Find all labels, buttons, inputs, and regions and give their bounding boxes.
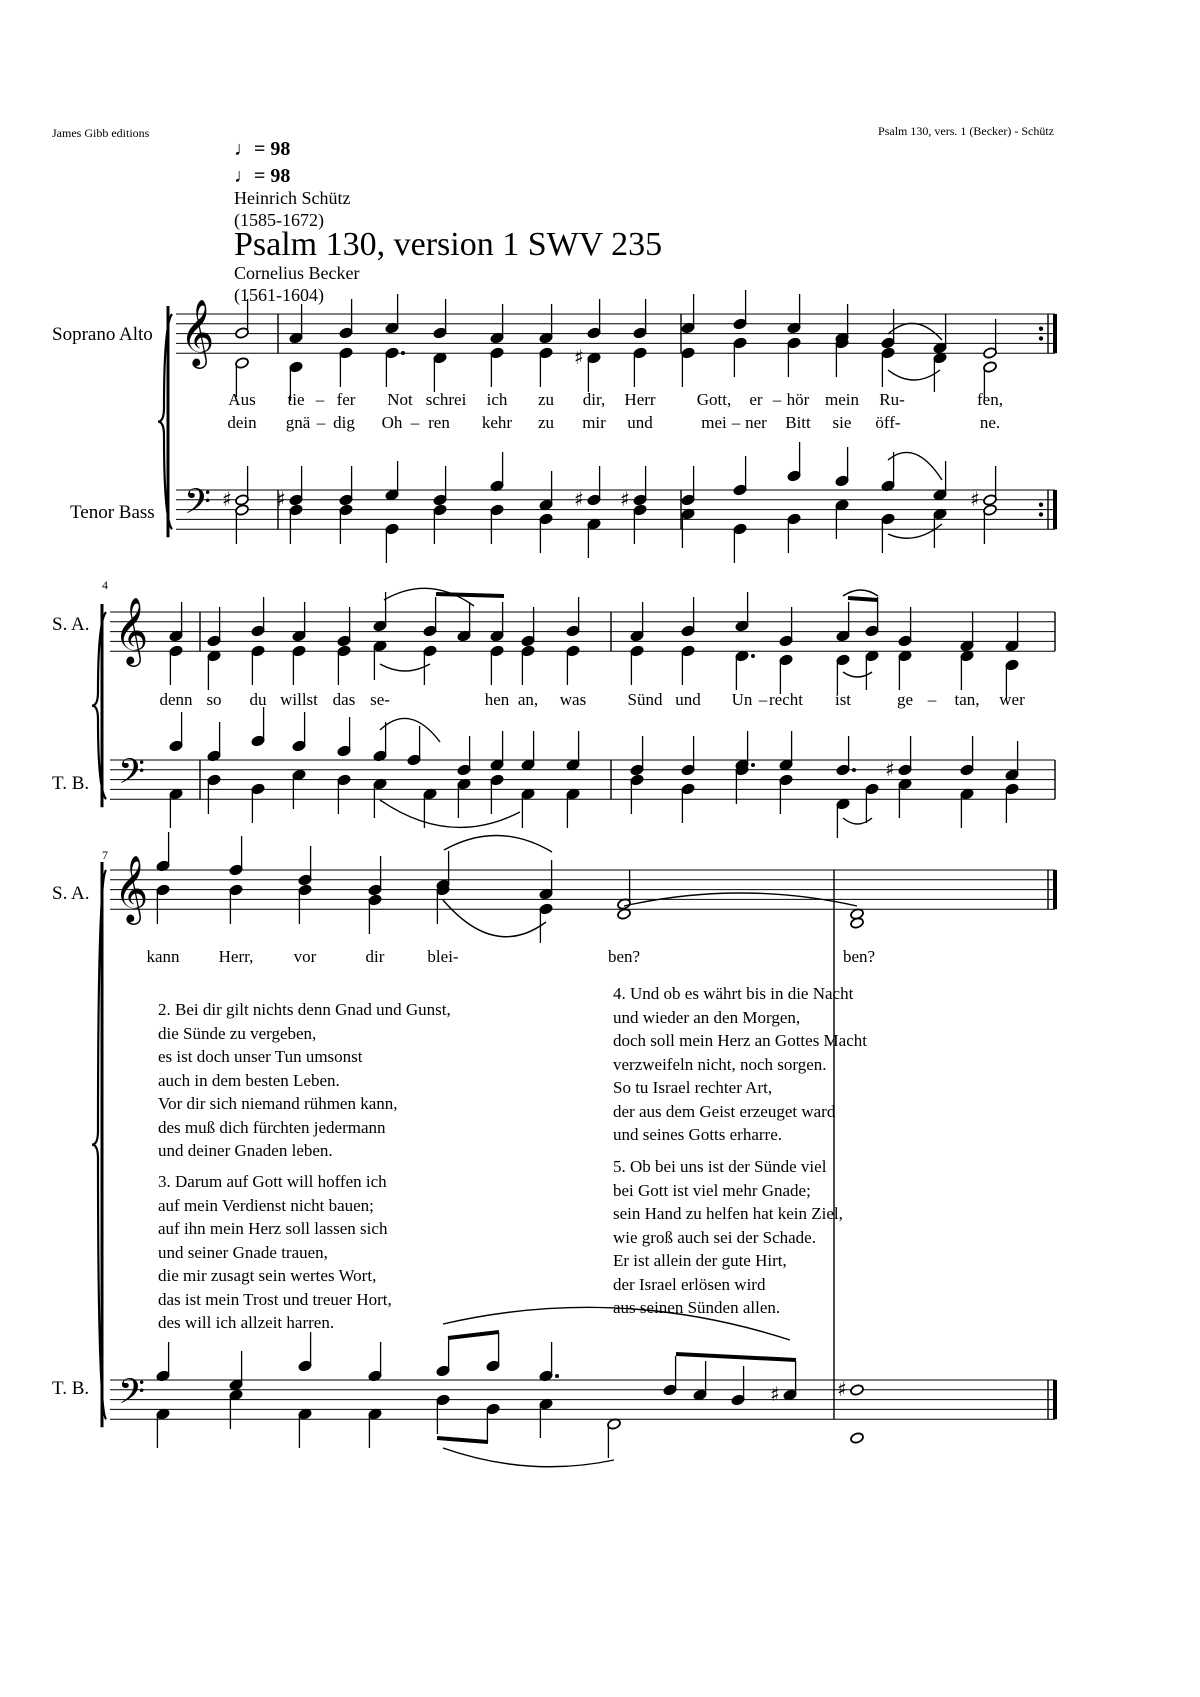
slur [843,672,872,677]
lyric-syllable: so [206,690,222,709]
lyric-syllable: Gott, [696,390,732,409]
slur [380,718,440,742]
page-title: Psalm 130, version 1 SWV 235 [234,226,663,263]
treble-clef-icon: 𝄞 [114,854,149,922]
lyric-hyphen: – [927,690,937,709]
lyric-syllable: du [249,690,267,709]
lyric-syllable: fer [336,390,356,409]
lyric-syllable: dir [365,947,385,966]
lyric-syllable: vor [293,947,317,966]
composer-dates: (1585-1672) [234,210,324,230]
lyric-syllable: schrei [425,390,467,409]
slur [888,370,940,380]
slur [380,800,520,827]
lyric-syllable: mei [701,413,727,432]
whole-note [850,1432,865,1444]
repeat-dot [1039,512,1043,516]
lyric-syllable: hör [786,390,810,409]
poet-name: Cornelius Becker [234,263,360,283]
lyric-syllable: zu [537,413,555,432]
lyric-syllable: denn [159,690,193,709]
lyric-syllable: Aus [228,390,256,409]
beam [436,594,504,596]
lyric-syllable: kehr [481,413,513,432]
repeat-dot [1039,327,1043,331]
beam [437,1438,488,1442]
beam [448,1332,499,1338]
augmentation-dot [555,1374,559,1378]
sharp-icon: ♯ [885,757,895,781]
instrument-label-tb-short: T. B. [52,1378,90,1399]
measure-number: 4 [102,578,108,592]
running-title-header: Psalm 130, vers. 1 (Becker) - Schütz [878,124,1054,138]
lyric-hyphen: – [758,690,768,709]
lyric-hyphen: – [315,390,325,409]
lyric-syllable: Herr [624,390,656,409]
quarter-note-icon: ♩ [234,165,254,187]
instrument-label-sa-short: S. A. [52,614,90,635]
bass-clef-icon: 𝄢 [118,751,146,800]
lyric-syllable: fen, [977,390,1003,409]
instrument-label-tb-short: T. B. [52,773,90,794]
lyric-syllable: recht [769,690,803,709]
poet-dates: (1561-1604) [234,285,324,305]
measure-number: 7 [102,848,108,862]
beam [848,598,878,600]
lyric-hyphen: – [772,390,782,409]
lyric-syllable: das [332,690,356,709]
whole-note [850,917,865,929]
sharp-icon: ♯ [620,487,630,511]
lyric-syllable: ren [428,413,450,432]
lyric-hyphen: – [410,413,420,432]
slur [444,835,552,852]
lyric-syllable: gnä [285,413,311,432]
system-bracket [158,314,172,529]
lyric-syllable: Herr, [218,947,254,966]
instrument-label-soprano-alto: Soprano Alto [52,324,153,345]
lyric-syllable: Not [387,390,413,409]
lyric-syllable: se- [370,690,390,709]
sharp-icon: ♯ [770,1382,780,1406]
lyric-syllable: was [559,690,587,709]
lyric-syllable: an, [517,690,539,709]
sharp-icon: ♯ [276,487,286,511]
lyric-syllable: ne. [979,413,1001,432]
bass-clef-icon: 𝄢 [118,1371,146,1420]
lyric-syllable: dein [227,413,257,432]
lyric-syllable: hen [484,690,510,709]
tempo-marking: ♩= 98 [234,165,291,187]
lyric-syllable: ner [745,413,767,432]
verse-5: 5. Ob bei uns ist der Sünde viel bei Gott ist viel mehr Gnade; sein Hand zu helfen hat kein Ziel, wie groß auch sei der Schade. Er ist allein der gute Hirt, der Israel erlösen wird aus seinen Sünden allen. [613,1157,843,1317]
augmentation-dot [751,654,755,658]
lyric-syllable: tan, [954,690,980,709]
lyric-hyphen: – [731,413,741,432]
slur [380,664,430,671]
lyric-syllable: und [627,413,653,432]
lyric-syllable: wer [999,690,1025,709]
slur [384,588,474,606]
slur [888,323,942,340]
verse-2: 2. Bei dir gilt nichts denn Gnad und Gunst, die Sünde zu vergeben, es ist doch unser Tun umsonst auch in dem besten Leben. Vor dir sich niemand rühmen kann, des muß dich fürchten jedermann und deiner Gnaden leben. [158,1000,451,1160]
bass-clef-icon: 𝄢 [184,481,212,530]
lyric-syllable: zu [537,390,555,409]
sharp-icon: ♯ [222,487,232,511]
lyric-syllable: willst [280,690,318,709]
system-bracket [92,612,106,799]
sharp-icon: ♯ [574,345,584,369]
beam [676,1354,796,1360]
treble-clef-icon: 𝄞 [180,298,215,366]
lyric-syllable: Ru- [879,390,905,409]
lyric-syllable: ben? [607,947,641,966]
instrument-label-sa-short: S. A. [52,883,90,904]
verse-3: 3. Darum auf Gott will hoffen ich auf mein Verdienst nicht bauen; auf ihn mein Herz soll lassen sich und seiner Gnade trauen, die mir zusagt sein wertes Wort, das ist mein Trost und treuer Hort, des will ich allzeit harren. [158,1172,392,1332]
augmentation-dot [751,763,755,767]
verse-4: 4. Und ob es währt bis in die Nacht und wieder an den Morgen, doch soll mein Herz an Gottes Macht verzweifeln nicht, noch sorgen. So tu Israel rechter Art, der aus dem Geist erzeuget ward und seines Gotts erharre. [613,984,867,1144]
lyric-syllable: mir [582,413,606,432]
slur [443,1448,614,1467]
lyric-syllable: ich [486,390,508,409]
quarter-note-icon: ♩ [234,138,254,160]
whole-note [850,1384,865,1396]
lyric-syllable: Bitt [785,413,811,432]
lyric-syllable: Sünd [627,690,663,709]
lyric-syllable: kann [146,947,180,966]
lyric-syllable: mein [825,390,859,409]
lyric-syllable: ge [896,690,914,709]
lyric-syllable: dir, [582,390,606,409]
tempo-marking: ♩= 98 [234,138,291,160]
lyric-syllable: dig [333,413,355,432]
system-bracket [92,870,106,1419]
augmentation-dot [401,351,405,355]
lyric-syllable: ist [834,690,852,709]
augmentation-dot [852,768,856,772]
lyric-syllable: er [749,390,763,409]
publisher-header: James Gibb editions [52,126,150,140]
lyric-syllable: ben? [842,947,876,966]
treble-clef-icon: 𝄞 [114,596,149,664]
slur [888,452,942,480]
instrument-label-tenor-bass: Tenor Bass [70,502,155,523]
slur [843,818,872,824]
repeat-dot [1039,336,1043,340]
repeat-dot [1039,503,1043,507]
lyric-hyphen: – [316,413,326,432]
lyric-syllable: blei- [427,947,459,966]
lyric-syllable: und [675,690,701,709]
sharp-icon: ♯ [837,1377,847,1401]
slur [443,900,546,937]
sharp-icon: ♯ [574,487,584,511]
lyric-syllable: Oh [381,413,403,432]
lyric-syllable: sie [832,413,852,432]
slur [843,590,878,596]
composer-name: Heinrich Schütz [234,188,351,208]
lyric-syllable: tie [287,390,305,409]
lyric-syllable: öff- [875,413,901,432]
sharp-icon: ♯ [970,487,980,511]
slur [443,1307,790,1340]
lyric-syllable: Un [731,690,753,709]
